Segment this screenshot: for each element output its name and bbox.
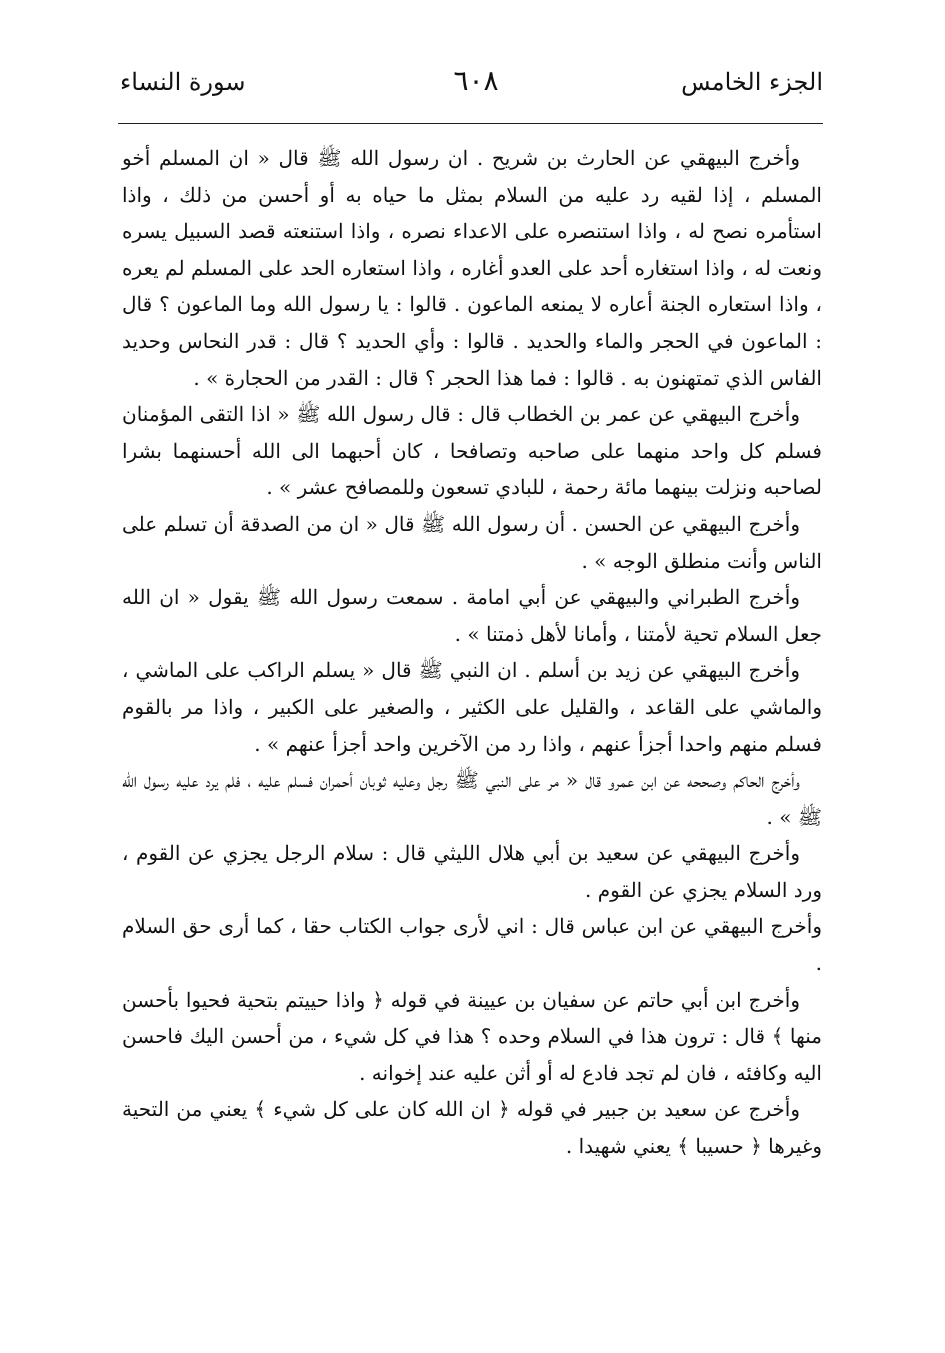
part-title: الجزء الخامس [681, 68, 823, 96]
header-divider [118, 123, 823, 124]
paragraph-10: وأخرج عن سعيد بن جبير في قوله ﴿ ان الله كان على كل شيء ﴾ يعني من التحية وغيرها ﴿ حسيبا ﴾ يعني شهيدا . [122, 1097, 822, 1159]
paragraph-8: وأخرج البيهقي عن ابن عباس قال : اني لأرى جواب الكتاب حقا ، كما أرى حق السلام . [122, 914, 822, 976]
paragraph-9: وأخرج ابن أبي حاتم عن سفيان بن عيينة في قوله ﴿ واذا حييتم بتحية فحيوا بأحسن منها ﴾ قال : ترون هذا في السلام وحده ؟ هذا في كل شيء ، من أحسن اليك فاحسن اليه وكافئه ، فان لم تجد فادع له أو أثن عليه عند إخوانه . [122, 987, 822, 1085]
paragraph-4: وأخرج الطبراني والبيهقي عن أبي امامة . سمعت رسول الله ﷺ يقول « ان الله جعل السلام تحية لأمتنا ، وأمانا لأهل ذمتنا » . [122, 585, 822, 646]
surah-title: سورة النساء [120, 68, 246, 96]
paragraph-6: وأخرج الحاكم وصححه عن ابن عمرو قال « مر على النبي ﷺ رجل وعليه ثوبان أحمران فسلم عليه ، فلم يرد عليه رسول الله ﷺ » . [122, 768, 822, 829]
paragraph-5: وأخرج البيهقي عن زيد بن أسلم . ان النبي ﷺ قال « يسلم الراكب على الماشي ، والماشي على القاعد ، والقليل على الكثير ، والصغير على الكبير ، واذا مر بالقوم فسلم منهم واحدا أجزأ عنهم ، واذا رد من الآخرين واحد أجزأ عنهم » . [122, 658, 822, 756]
page-number: ٦٠٨ [453, 64, 499, 97]
paragraph-3: وأخرج البيهقي عن الحسن . أن رسول الله ﷺ قال « ان من الصدقة أن تسلم على الناس وأنت منطلق الوجه » . [122, 511, 822, 573]
paragraph-7: وأخرج البيهقي عن سعيد بن أبي هلال الليثي قال : سلام الرجل يجزي عن القوم ، ورد السلام يجزي عن القوم . [122, 841, 822, 902]
page-header [118, 62, 823, 122]
paragraph-2: وأخرج البيهقي عن عمر بن الخطاب قال : قال رسول الله ﷺ « اذا التقى المؤمنان فسلم كل واحد منهما على صاحبه وتصافحا ، كان أحبهما الى الله أحسنهما بشرا لصاحبه ونزلت بينهما مائة رحمة ، للبادي تسعون وللمصافح عشر » . [122, 402, 822, 500]
paragraph-1: وأخرج البيهقي عن الحارث بن شريح . ان رسول الله ﷺ قال « ان المسلم أخو المسلم ، إذا لقيه رد عليه من السلام بمثل ما حياه به أو أحسن من ذلك ، واذا استأمره نصح له ، واذا استنصره على الاعداء نصره ، واذا استنعته قصد السبيل يسره ونعت له ، واذا استغاره أحد على العدو أغاره ، واذا استعاره الحد على المسلم لم يعره ، واذا استعاره الجنة أعاره لا يمنعه الماعون . قالوا : يا رسول الله وما الماعون ؟ قال : الماعون في الحجر والماء والحديد . قالوا : وأي الحديد ؟ قال : قدر النحاس وحديد الفاس الذي تمتهنون به . قالوا : فما هذا الحجر ؟ قال : القدر من الحجارة » . [122, 146, 822, 390]
page-body [122, 140, 822, 1165]
